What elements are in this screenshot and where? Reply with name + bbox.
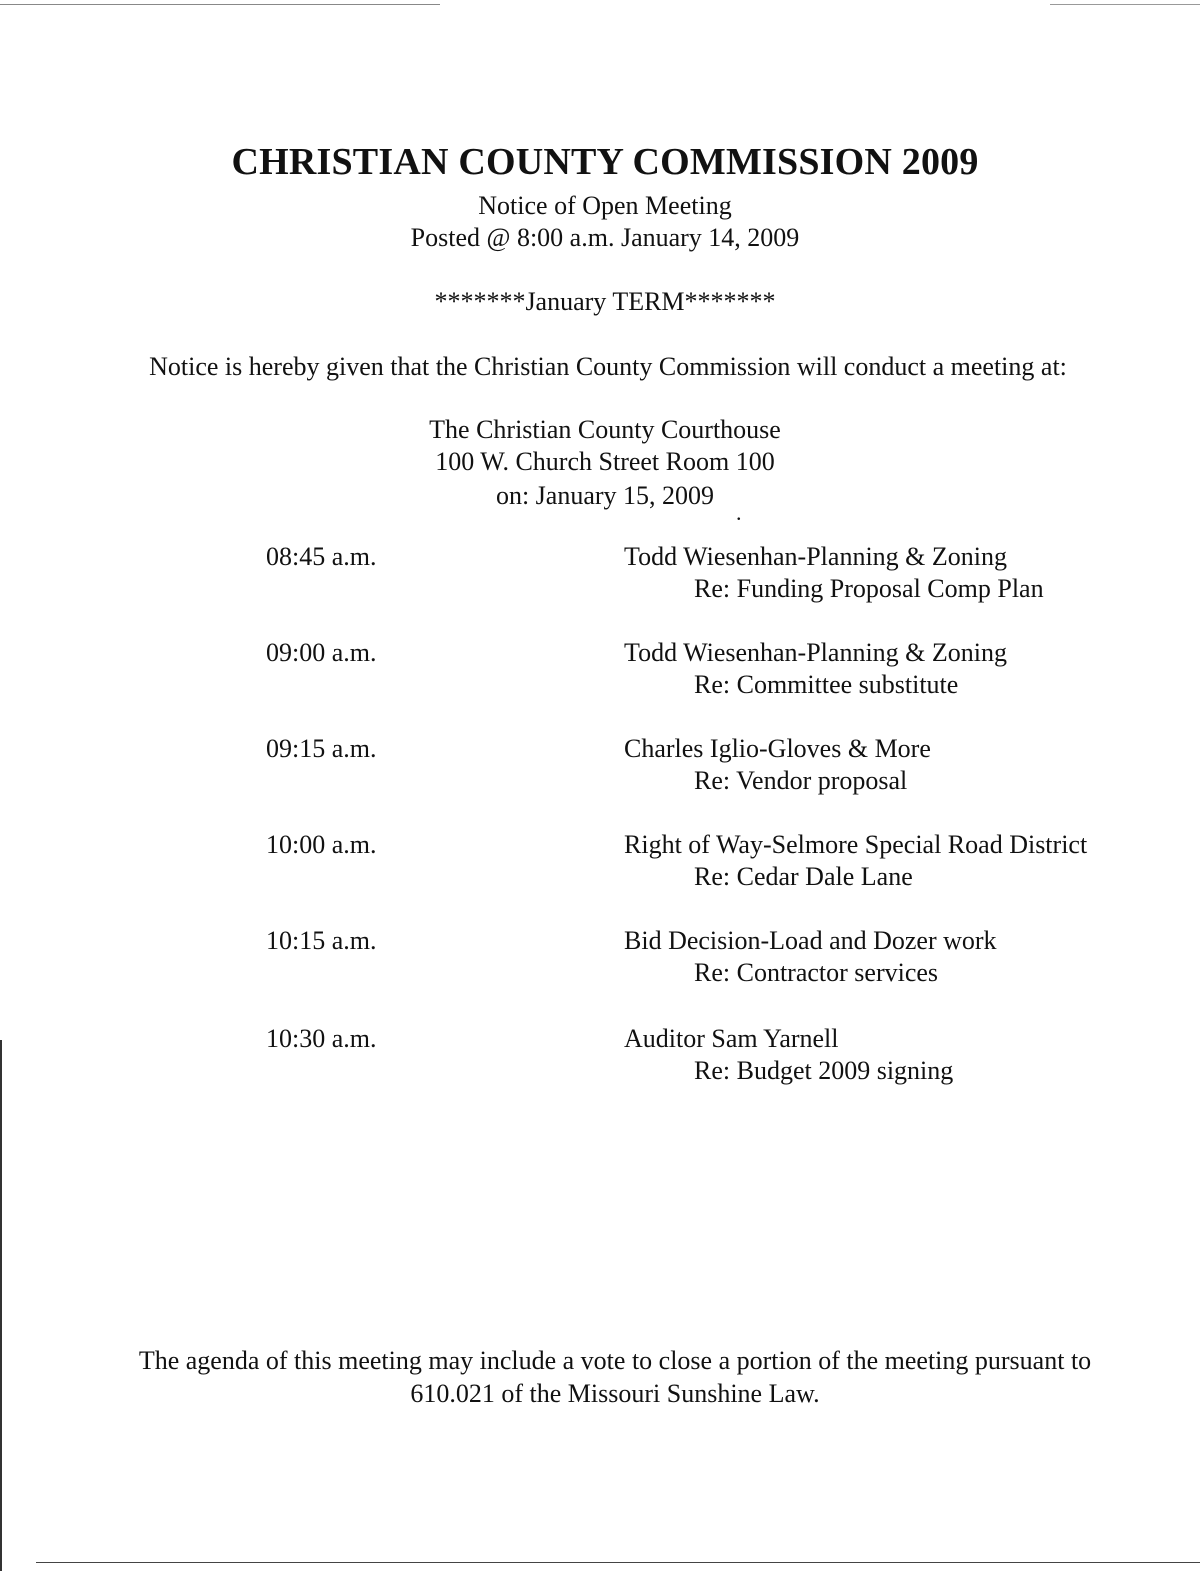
notice-subtitle: Notice of Open Meeting [478,191,732,220]
sunshine-law-notice [0,1344,1200,1410]
agenda-row [0,734,1200,804]
notice-intro: Notice is hereby given that the Christian County Commission will conduct a meeting at: [149,352,1067,381]
agenda-time: 09:00 a.m. [266,638,377,667]
agenda-re: Re: Contractor services [694,958,939,987]
stray-mark: . [736,500,742,525]
term-line: *******January TERM******* [434,287,776,316]
agenda-item: Charles Iglio-Gloves & More [624,734,931,763]
agenda-item: Bid Decision-Load and Dozer work [624,926,997,955]
scan-edge-bottom [36,1562,1200,1563]
agenda-time: 09:15 a.m. [266,734,377,763]
agenda-row [0,638,1200,708]
agenda-time: 10:30 a.m. [266,1024,377,1053]
scan-edge-top-left [0,4,440,5]
agenda-re: Re: Vendor proposal [694,766,908,795]
agenda-re: Re: Budget 2009 signing [694,1056,954,1085]
agenda-row [0,926,1200,996]
footer-line-2: 610.021 of the Missouri Sunshine Law. [410,1379,820,1408]
agenda-re: Re: Cedar Dale Lane [694,862,913,891]
location-address: 100 W. Church Street Room 100 [435,447,775,476]
agenda-item: Todd Wiesenhan-Planning & Zoning [624,542,1007,571]
meeting-date: on: January 15, 2009 [495,481,715,510]
agenda-item: Auditor Sam Yarnell [624,1024,839,1053]
agenda-item: Right of Way-Selmore Special Road District [624,830,1088,859]
agenda-time: 10:15 a.m. [266,926,377,955]
scan-edge-left [0,1040,2,1571]
agenda-item: Todd Wiesenhan-Planning & Zoning [624,638,1007,667]
footer-line-1: The agenda of this meeting may include a vote to close a portion of the meeting pursuant to [138,1346,1092,1375]
scan-edge-top-right [1050,4,1200,5]
agenda-re: Re: Funding Proposal Comp Plan [694,574,1044,603]
agenda-row [0,542,1200,612]
agenda-time: 10:00 a.m. [266,830,377,859]
posted-line: Posted @ 8:00 a.m. January 14, 2009 [410,223,800,252]
location-building: The Christian County Courthouse [429,415,781,444]
document-title: CHRISTIAN COUNTY COMMISSION 2009 [231,141,979,183]
agenda-re: Re: Committee substitute [694,670,959,699]
agenda-row [0,830,1200,900]
agenda-row [0,1024,1200,1094]
agenda-time: 08:45 a.m. [266,542,377,571]
